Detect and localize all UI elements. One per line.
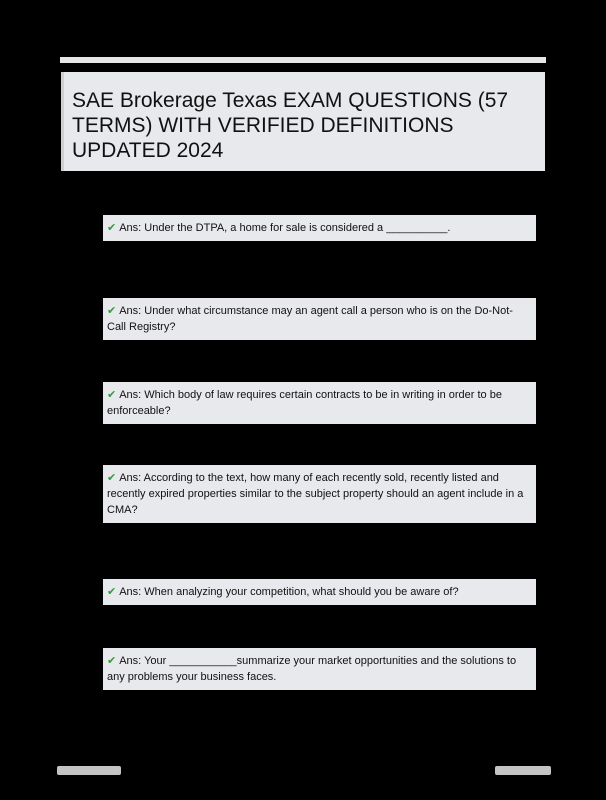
answer-card [103,579,536,605]
check-icon: ✔ [107,585,117,598]
answer-text: Ans: According to the text, how many of each recently sold, recently listed and recently expired properties similar to the subject property should an agent include in a CMA? [107,472,524,516]
answer-card [103,648,536,690]
document-title: SAE Brokerage Texas EXAM QUESTIONS (57 TERMS) WITH VERIFIED DEFINITIONS UPDATED 2024 [72,89,509,162]
check-icon: ✔ [107,388,117,401]
check-icon: ✔ [107,471,117,484]
answer-card [103,298,536,340]
footer-left-blurred [57,766,121,775]
answer-text: Ans: Under the DTPA, a home for sale is considered a __________. [119,222,451,234]
answer-text: Ans: When analyzing your competition, what should you be aware of? [119,586,459,598]
answer-card [103,382,536,424]
footer-page-number-blurred [495,766,551,775]
answer-text: Ans: Which body of law requires certain contracts to be in writing in order to be enforceable? [107,389,502,417]
answer-text: Ans: Under what circumstance may an agent call a person who is on the Do-Not-Call Registry? [107,305,513,333]
header-divider [60,57,546,63]
check-icon: ✔ [107,654,117,667]
check-icon: ✔ [107,221,117,234]
title-box [61,72,545,171]
check-icon: ✔ [107,304,117,317]
answer-card [103,465,536,523]
answer-card [103,215,536,241]
answer-text: Ans: Your ___________summarize your market opportunities and the solutions to any problems your business faces. [107,655,517,683]
